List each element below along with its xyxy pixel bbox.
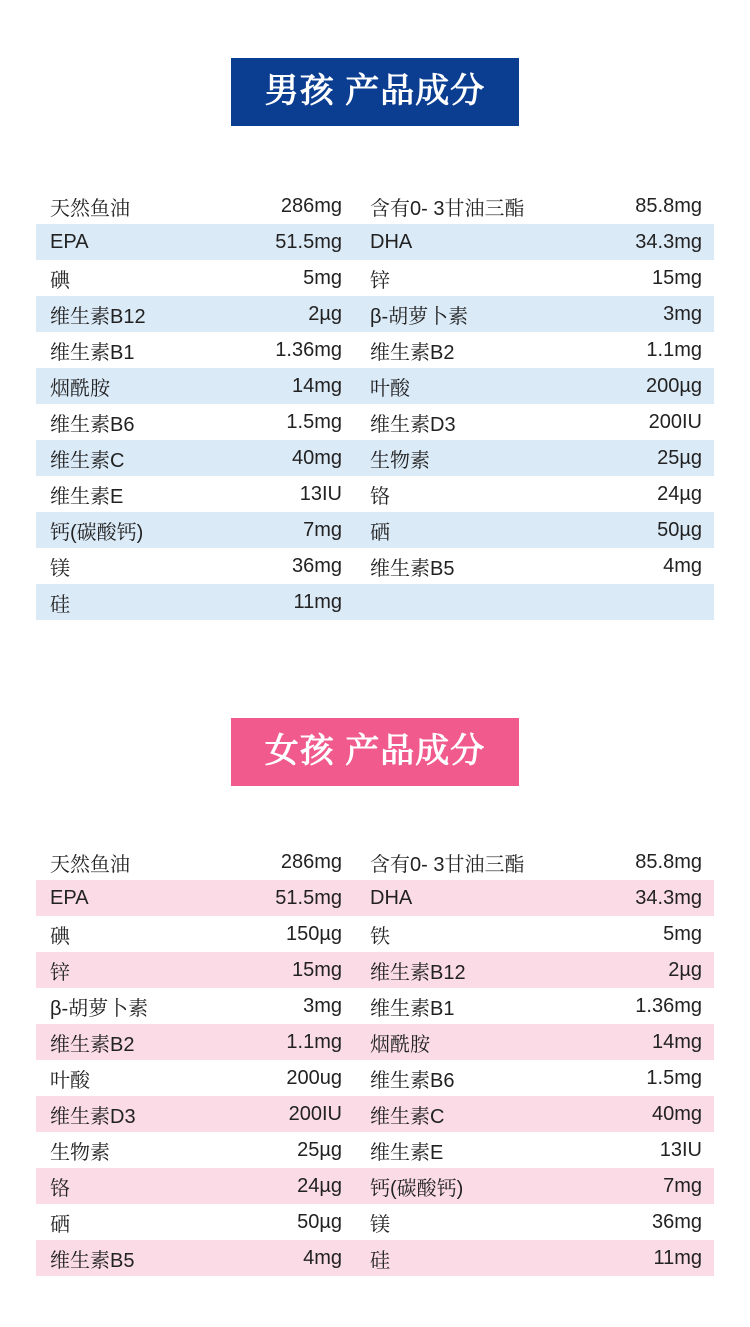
ingredient-value-left: 286mg: [206, 844, 352, 880]
table-row: [36, 440, 714, 476]
ingredient-name-left: 钙(碳酸钙): [36, 512, 206, 548]
table-row: [36, 296, 714, 332]
table-row: [36, 404, 714, 440]
ingredient-name-left: 维生素E: [36, 476, 206, 512]
ingredient-value-left: 25µg: [206, 1132, 352, 1168]
ingredient-value-right: 5mg: [546, 916, 714, 952]
ingredient-value-left: 3mg: [206, 988, 352, 1024]
ingredient-value-right: 200IU: [546, 404, 714, 440]
ingredient-name-right: 维生素B2: [352, 332, 546, 368]
ingredient-name-left: 天然鱼油: [36, 844, 206, 880]
table-row: [36, 1240, 714, 1276]
ingredient-name-left: 维生素D3: [36, 1096, 206, 1132]
ingredient-value-left: 51.5mg: [206, 224, 352, 260]
table-row: [36, 1060, 714, 1096]
girl-title-table-spacer: [0, 786, 750, 844]
ingredient-name-left: 硅: [36, 584, 206, 620]
table-row: [36, 260, 714, 296]
ingredient-value-left: 1.36mg: [206, 332, 352, 368]
ingredient-name-left: 碘: [36, 916, 206, 952]
ingredient-name-left: 镁: [36, 548, 206, 584]
boy-table-body: [36, 188, 714, 620]
ingredient-value-left: 14mg: [206, 368, 352, 404]
ingredient-name-right: 锌: [352, 260, 546, 296]
ingredient-value-right: 34.3mg: [546, 880, 714, 916]
ingredient-value-right: 50µg: [546, 512, 714, 548]
ingredient-value-left: 36mg: [206, 548, 352, 584]
ingredient-name-right: 硒: [352, 512, 546, 548]
ingredient-value-left: 11mg: [206, 584, 352, 620]
ingredient-value-right: 200µg: [546, 368, 714, 404]
ingredient-value-right: 24µg: [546, 476, 714, 512]
ingredient-value-right: 14mg: [546, 1024, 714, 1060]
table-row: [36, 584, 714, 620]
ingredient-name-left: 生物素: [36, 1132, 206, 1168]
ingredient-value-right: 15mg: [546, 260, 714, 296]
girl-ingredients-table: [36, 844, 714, 1276]
ingredient-name-right: 维生素B5: [352, 548, 546, 584]
ingredient-name-right: DHA: [352, 224, 546, 260]
ingredient-value-right: 1.36mg: [546, 988, 714, 1024]
ingredient-name-left: 维生素B5: [36, 1240, 206, 1276]
ingredient-value-right: 85.8mg: [546, 844, 714, 880]
ingredient-value-right: 34.3mg: [546, 224, 714, 260]
ingredient-value-right: 36mg: [546, 1204, 714, 1240]
ingredient-name-right: 维生素E: [352, 1132, 546, 1168]
ingredient-value-left: 2µg: [206, 296, 352, 332]
girl-table-body: [36, 844, 714, 1276]
table-row: [36, 1168, 714, 1204]
table-row: [36, 368, 714, 404]
table-row: [36, 332, 714, 368]
ingredient-value-left: 24µg: [206, 1168, 352, 1204]
ingredient-name-right: 生物素: [352, 440, 546, 476]
ingredient-name-left: EPA: [36, 224, 206, 260]
table-row: [36, 844, 714, 880]
ingredient-value-right: 1.5mg: [546, 1060, 714, 1096]
ingredient-value-right: 40mg: [546, 1096, 714, 1132]
ingredient-value-left: 50µg: [206, 1204, 352, 1240]
ingredient-name-right: 含有0- 3甘油三酯: [352, 844, 546, 880]
ingredient-value-right: 11mg: [546, 1240, 714, 1276]
ingredient-value-right: 7mg: [546, 1168, 714, 1204]
ingredient-name-left: EPA: [36, 880, 206, 916]
boy-section: [0, 58, 750, 620]
ingredient-value-left: 40mg: [206, 440, 352, 476]
ingredient-name-right: 含有0- 3甘油三酯: [352, 188, 546, 224]
table-row: [36, 188, 714, 224]
table-row: [36, 476, 714, 512]
ingredient-value-right: [546, 584, 714, 620]
table-row: [36, 1096, 714, 1132]
boy-title-table-spacer: [0, 126, 750, 188]
ingredient-value-left: 7mg: [206, 512, 352, 548]
ingredient-value-right: 25µg: [546, 440, 714, 476]
table-row: [36, 1132, 714, 1168]
ingredient-name-right: 维生素B12: [352, 952, 546, 988]
table-row: [36, 512, 714, 548]
ingredient-name-right: β-胡萝卜素: [352, 296, 546, 332]
ingredient-name-left: 叶酸: [36, 1060, 206, 1096]
ingredient-name-right: 维生素C: [352, 1096, 546, 1132]
ingredient-name-right: 硅: [352, 1240, 546, 1276]
top-spacer: [0, 0, 750, 58]
ingredient-name-right: 维生素D3: [352, 404, 546, 440]
ingredient-name-left: 烟酰胺: [36, 368, 206, 404]
ingredient-value-right: 1.1mg: [546, 332, 714, 368]
ingredient-name-right: DHA: [352, 880, 546, 916]
ingredient-value-left: 200IU: [206, 1096, 352, 1132]
table-row: [36, 1204, 714, 1240]
ingredient-value-left: 5mg: [206, 260, 352, 296]
ingredient-name-right: 叶酸: [352, 368, 546, 404]
ingredient-value-left: 4mg: [206, 1240, 352, 1276]
ingredient-name-left: β-胡萝卜素: [36, 988, 206, 1024]
ingredient-value-left: 1.5mg: [206, 404, 352, 440]
ingredient-value-left: 13IU: [206, 476, 352, 512]
section-spacer: [0, 620, 750, 718]
boy-title-wrap: [0, 58, 750, 126]
girl-section: [0, 718, 750, 1276]
table-row: [36, 916, 714, 952]
ingredient-name-left: 铬: [36, 1168, 206, 1204]
ingredient-name-left: 维生素B6: [36, 404, 206, 440]
ingredient-name-right: 维生素B6: [352, 1060, 546, 1096]
ingredient-name-left: 维生素C: [36, 440, 206, 476]
ingredient-name-right: 铁: [352, 916, 546, 952]
ingredient-value-left: 286mg: [206, 188, 352, 224]
ingredient-name-right: [352, 584, 546, 620]
girl-title-wrap: [0, 718, 750, 786]
boy-ingredients-table: [36, 188, 714, 620]
boy-section-title: 男孩 产品成分: [231, 58, 519, 126]
table-row: [36, 548, 714, 584]
table-row: [36, 1024, 714, 1060]
ingredient-name-left: 维生素B1: [36, 332, 206, 368]
ingredient-value-right: 85.8mg: [546, 188, 714, 224]
ingredient-value-right: 2µg: [546, 952, 714, 988]
ingredient-value-left: 1.1mg: [206, 1024, 352, 1060]
ingredient-value-left: 51.5mg: [206, 880, 352, 916]
ingredient-value-right: 3mg: [546, 296, 714, 332]
ingredient-name-left: 维生素B2: [36, 1024, 206, 1060]
ingredient-value-right: 4mg: [546, 548, 714, 584]
ingredient-value-left: 15mg: [206, 952, 352, 988]
table-row: [36, 988, 714, 1024]
ingredient-name-left: 天然鱼油: [36, 188, 206, 224]
ingredient-name-right: 镁: [352, 1204, 546, 1240]
ingredient-name-left: 碘: [36, 260, 206, 296]
ingredient-name-right: 维生素B1: [352, 988, 546, 1024]
ingredient-name-right: 烟酰胺: [352, 1024, 546, 1060]
table-row: [36, 224, 714, 260]
girl-section-title: 女孩 产品成分: [231, 718, 519, 786]
ingredient-name-right: 钙(碳酸钙): [352, 1168, 546, 1204]
table-row: [36, 880, 714, 916]
ingredient-name-left: 维生素B12: [36, 296, 206, 332]
ingredient-value-left: 200ug: [206, 1060, 352, 1096]
ingredient-name-right: 铬: [352, 476, 546, 512]
ingredient-name-left: 锌: [36, 952, 206, 988]
ingredient-value-left: 150µg: [206, 916, 352, 952]
ingredient-value-right: 13IU: [546, 1132, 714, 1168]
table-row: [36, 952, 714, 988]
ingredient-name-left: 硒: [36, 1204, 206, 1240]
